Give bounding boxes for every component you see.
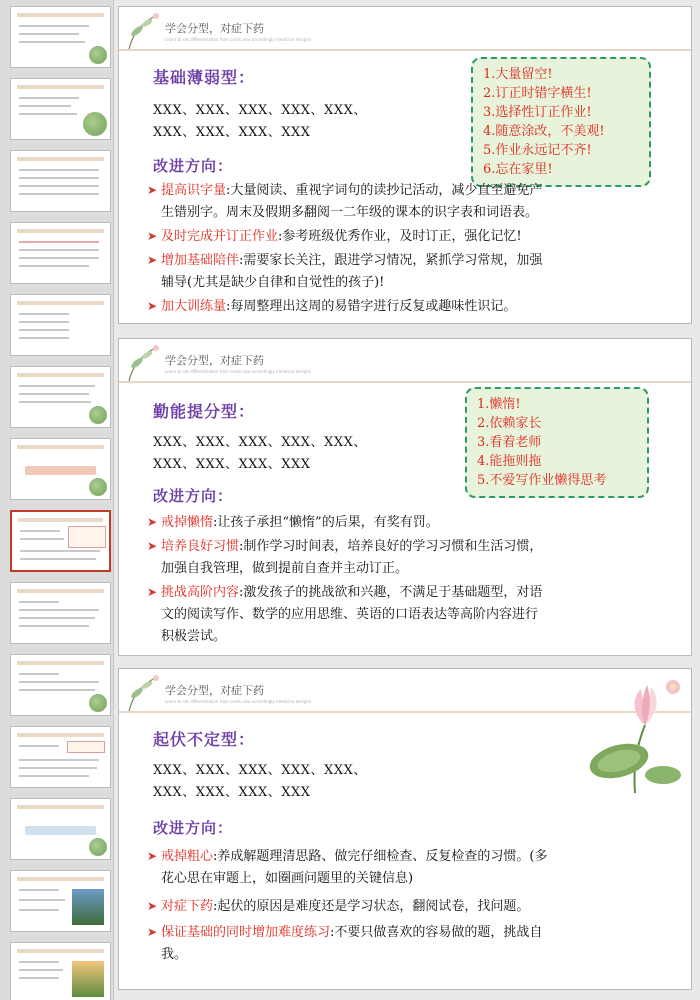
point-key: 及时完成并订正作业 [161,229,279,244]
type-title: 基础薄弱型： [153,68,256,87]
slide-thumbnail[interactable] [10,6,111,68]
slide-thumbnail[interactable] [10,726,111,788]
point-text: :起伏的原因是难度还是学习状态，翻阅试卷，找问题。 [213,899,530,914]
arrow-bullet-icon: ➤ [147,229,158,243]
arrow-bullet-icon: ➤ [147,539,158,553]
improve-point [147,179,677,224]
point-continuation: 生错别字。周末及假期多翻阅一二年级的课本的识字表和词语表。 [161,205,539,220]
improve-title: 改进方向： [153,487,234,505]
student-names-line: XXX、XXX、XXX、XXX、XXX、 [153,435,367,450]
arrow-bullet-icon: ➤ [147,899,158,913]
point-text: :参考班级优秀作业，及时订正，强化记忆! [278,229,522,244]
type-title: 勤能提分型： [153,402,256,421]
slide-thumbnail[interactable] [10,150,111,212]
point-key: 培养良好习惯 [161,539,240,554]
header-subtitle: Learn to set differentiation from cards also accordingly medicine designs [165,699,311,704]
point-key: 提高识字量 [161,183,227,198]
slide-thumbnail[interactable] [10,78,111,140]
improve-point [147,895,677,918]
arrow-bullet-icon: ➤ [147,849,158,863]
slide-header [119,7,692,51]
improve-title: 改进方向： [153,157,234,175]
point-key: 增加基础陪伴 [161,253,240,268]
point-text: :制作学习时间表，培养良好的学习习惯和生活习惯， [239,539,543,554]
slide-thumbnail-active[interactable] [10,510,111,572]
improve-point [147,535,677,580]
callout-item: 1.懒惰! [477,397,521,412]
leaf-deco-icon [123,671,163,713]
point-text: :大量阅读、重视字词句的读抄记活动，减少直至避免产 [226,183,543,198]
type-title: 起伏不定型： [153,730,256,749]
point-continuation: 积极尝试。 [161,629,227,644]
slide-thumbnail[interactable] [10,870,111,932]
lotus-flower-icon [585,675,685,795]
problem-callout [465,387,649,498]
improve-point [147,845,677,890]
callout-item: 5.不爱写作业懒得思考 [477,473,607,488]
student-names-line: XXX、XXX、XXX、XXX、XXX、 [153,763,367,778]
improve-point [147,295,677,318]
improve-point [147,511,677,534]
slide-fluctuating[interactable] [118,668,692,990]
point-key: 保证基础的同时增加难度练习 [161,925,331,940]
point-continuation: 花心思在审题上，如圈画问题里的关键信息) [161,871,414,886]
slide-thumbnail[interactable] [10,582,111,644]
point-key: 戒掉懒惰 [161,515,214,530]
header-subtitle: Learn to set differentiation from cards also accordingly medicine designs [165,37,311,42]
student-names-line: XXX、XXX、XXX、XXX [153,125,311,140]
slide-thumbnail[interactable] [10,294,111,356]
callout-item: 3.选择性订正作业! [483,105,592,120]
arrow-bullet-icon: ➤ [147,299,158,313]
improve-point [147,249,677,294]
point-text: :不要只做喜欢的容易做的题，挑战自 [330,925,543,940]
student-names-line: XXX、XXX、XXX、XXX [153,785,311,800]
slide-thumbnail[interactable] [10,654,111,716]
header-title: 学会分型，对症下药 [165,354,264,367]
arrow-bullet-icon: ➤ [147,585,158,599]
improve-point [147,225,677,248]
callout-item: 4.能拖则拖 [477,454,542,469]
callout-item: 5.作业永远记不齐! [483,143,592,158]
slide-basic-weak[interactable] [118,6,692,324]
slide-header [119,339,692,383]
callout-item: 4.随意涂改，不美观! [483,124,605,139]
callout-item: 3.看着老师 [477,435,542,450]
point-continuation: 加强自我管理，做到提前自查并主动订正。 [161,561,409,576]
point-text: :需要家长关注，跟进学习情况，紧抓学习常规，加强 [239,253,543,268]
point-continuation: 文的阅读写作、数学的应用思维、英语的口语表达等高阶内容进行 [161,607,539,622]
slide-thumbnail[interactable] [10,222,111,284]
improve-point [147,581,677,648]
callout-item: 2.订正时错字横生! [483,86,592,101]
point-continuation: 我。 [161,947,188,962]
improve-point [147,921,677,966]
slide-diligence[interactable] [118,338,692,656]
arrow-bullet-icon: ➤ [147,925,158,939]
point-text: :让孩子承担“懒惰”的后果，有奖有罚。 [213,515,439,530]
slide-thumbnail-panel[interactable] [0,0,114,1000]
slide-thumbnail[interactable] [10,798,111,860]
arrow-bullet-icon: ➤ [147,253,158,267]
point-text: :每周整理出这周的易错字进行反复或趣味性识记。 [226,299,517,314]
callout-item: 1.大量留空! [483,67,553,82]
header-subtitle: Learn to set differentiation from cards also accordingly medicine designs [165,369,311,374]
arrow-bullet-icon: ➤ [147,515,158,529]
student-names-line: XXX、XXX、XXX、XXX [153,457,311,472]
callout-item: 2.依赖家长 [477,416,542,431]
arrow-bullet-icon: ➤ [147,183,158,197]
point-key: 戒掉粗心 [161,849,214,864]
slide-thumbnail[interactable] [10,366,111,428]
point-key: 对症下药 [161,899,214,914]
callout-item: 6.忘在家里! [483,162,553,177]
point-continuation: 辅导(尤其是缺少自律和自觉性的孩子)! [161,275,385,290]
slide-thumbnail[interactable] [10,942,111,1000]
point-text: :养成解题理清思路、做完仔细检查、反复检查的习惯。(多 [213,849,548,864]
header-title: 学会分型，对症下药 [165,684,264,697]
problem-callout [471,57,651,187]
point-key: 挑战高阶内容 [161,585,240,600]
slide-thumbnail[interactable] [10,438,111,500]
leaf-deco-icon [123,9,163,51]
point-text: :激发孩子的挑战欲和兴趣，不满足于基础题型，对语 [239,585,543,600]
improve-title: 改进方向： [153,819,234,837]
point-key: 加大训练量 [161,299,227,314]
leaf-deco-icon [123,341,163,383]
student-names-line: XXX、XXX、XXX、XXX、XXX、 [153,103,367,118]
header-title: 学会分型，对症下药 [165,22,264,35]
